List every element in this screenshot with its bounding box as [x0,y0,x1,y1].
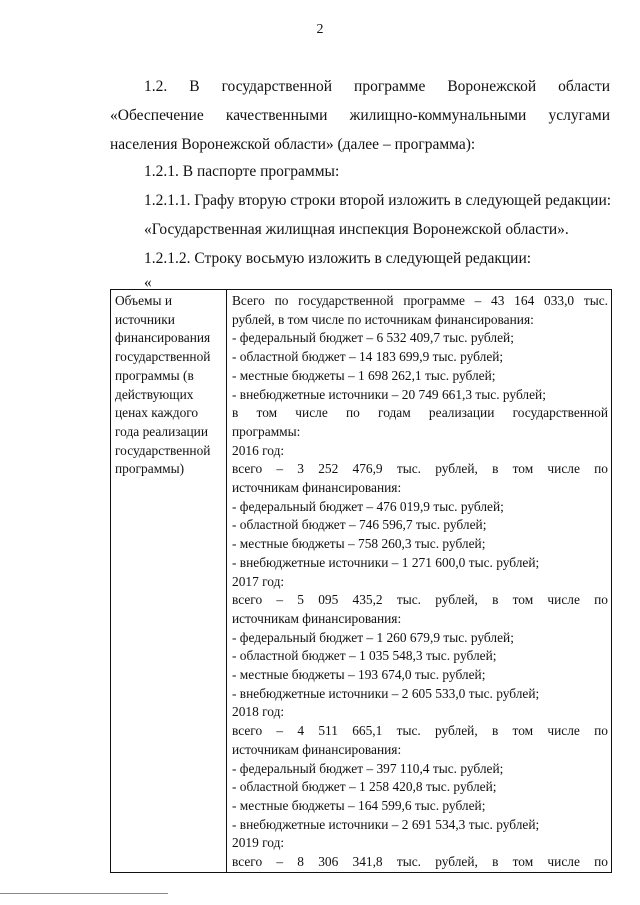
label-line: финансирования [115,330,211,346]
footer-rule [0,893,168,894]
value-line: - областной бюджет – 14 183 699,9 тыс. рублей; [232,349,504,365]
value-line: - внебюджетные источники – 2 691 534,3 тыс. рублей; [232,816,540,832]
value-line: - местные бюджеты – 164 599,6 тыс. рублей; [232,797,486,813]
paragraph-column-two: 1.2.1.1. Графу вторую строки второй изложить в следующей редакции: [144,192,612,209]
financing-value-cell [227,290,612,873]
value-line: 2017 год: [232,573,285,589]
value-line: - местные бюджеты – 758 260,3 тыс. рублей; [232,536,486,552]
value-line: - местные бюджеты – 193 674,0 тыс. рублей; [232,667,486,683]
paragraph-row-eight: 1.2.1.2. Строку восьмую изложить в следующей редакции: [144,250,532,267]
paragraph-program-intro: 1.2. В государственной программе Воронежской области «Обеспечение качественными жилищно-коммунальными услугами населения Воронежской области» (далее – программа): [110,78,610,153]
label-line: государственной [115,349,211,365]
value-line: - федеральный бюджет – 476 019,9 тыс. рублей; [232,498,504,514]
value-line: всего – 5 095 435,2 тыс. рублей, в том числе по [232,592,608,608]
label-line: программы (в [115,367,194,383]
financing-table [110,289,612,873]
value-line: - внебюджетные источники – 20 749 661,3 тыс. рублей; [232,386,546,402]
paragraph-inspection-name: «Государственная жилищная инспекция Воронежской области». [144,221,569,238]
value-line: 2018 год: [232,704,285,720]
value-line: - областной бюджет – 746 596,7 тыс. рублей; [232,517,487,533]
financing-label-cell [111,290,227,873]
value-line: всего – 3 252 476,9 тыс. рублей, в том числе по [232,461,608,477]
opening-quote: « [144,274,152,291]
value-line: - областной бюджет – 1 035 548,3 тыс. рублей; [232,648,497,664]
label-line: государственной [115,442,211,458]
value-line: 2019 год: [232,835,285,851]
value-line: - федеральный бюджет – 6 532 409,7 тыс. рублей; [232,330,514,346]
value-line: - федеральный бюджет – 1 260 679,9 тыс. рублей; [232,629,514,645]
label-line: действующих [115,386,194,402]
value-line: в том числе по годам реализации государственной [232,405,608,421]
table-row [111,290,612,873]
value-line: всего – 4 511 665,1 тыс. рублей, в том числе по [232,723,608,739]
value-line: источникам финансирования: [232,741,402,757]
value-line: - федеральный бюджет – 397 110,4 тыс. рублей; [232,760,504,776]
value-line: - местные бюджеты – 1 698 262,1 тыс. рублей; [232,367,496,383]
value-line: рублей, в том числе по источникам финансирования: [232,311,534,327]
label-line: ценах каждого [115,405,199,421]
page-number: 2 [316,22,324,37]
label-line: Объемы и [115,293,173,308]
label-line: источники [115,311,175,327]
label-line: программы) [115,461,185,477]
paragraph-passport: 1.2.1. В паспорте программы: [144,163,340,180]
value-line: источникам финансирования: [232,610,402,626]
value-line: - внебюджетные источники – 1 271 600,0 тыс. рублей; [232,554,540,570]
value-line: источникам финансирования: [232,480,402,496]
value-line: Всего по государственной программе – 43 164 033,0 тыс. [232,293,608,308]
value-line: - областной бюджет – 1 258 420,8 тыс. рублей; [232,779,497,795]
value-line: 2016 год: [232,442,285,458]
label-line: года реализации [115,423,209,439]
value-line: - внебюджетные источники – 2 605 533,0 тыс. рублей; [232,685,540,701]
value-line: всего – 8 306 341,8 тыс. рублей, в том числе по [232,854,608,870]
value-line: программы: [232,423,301,439]
